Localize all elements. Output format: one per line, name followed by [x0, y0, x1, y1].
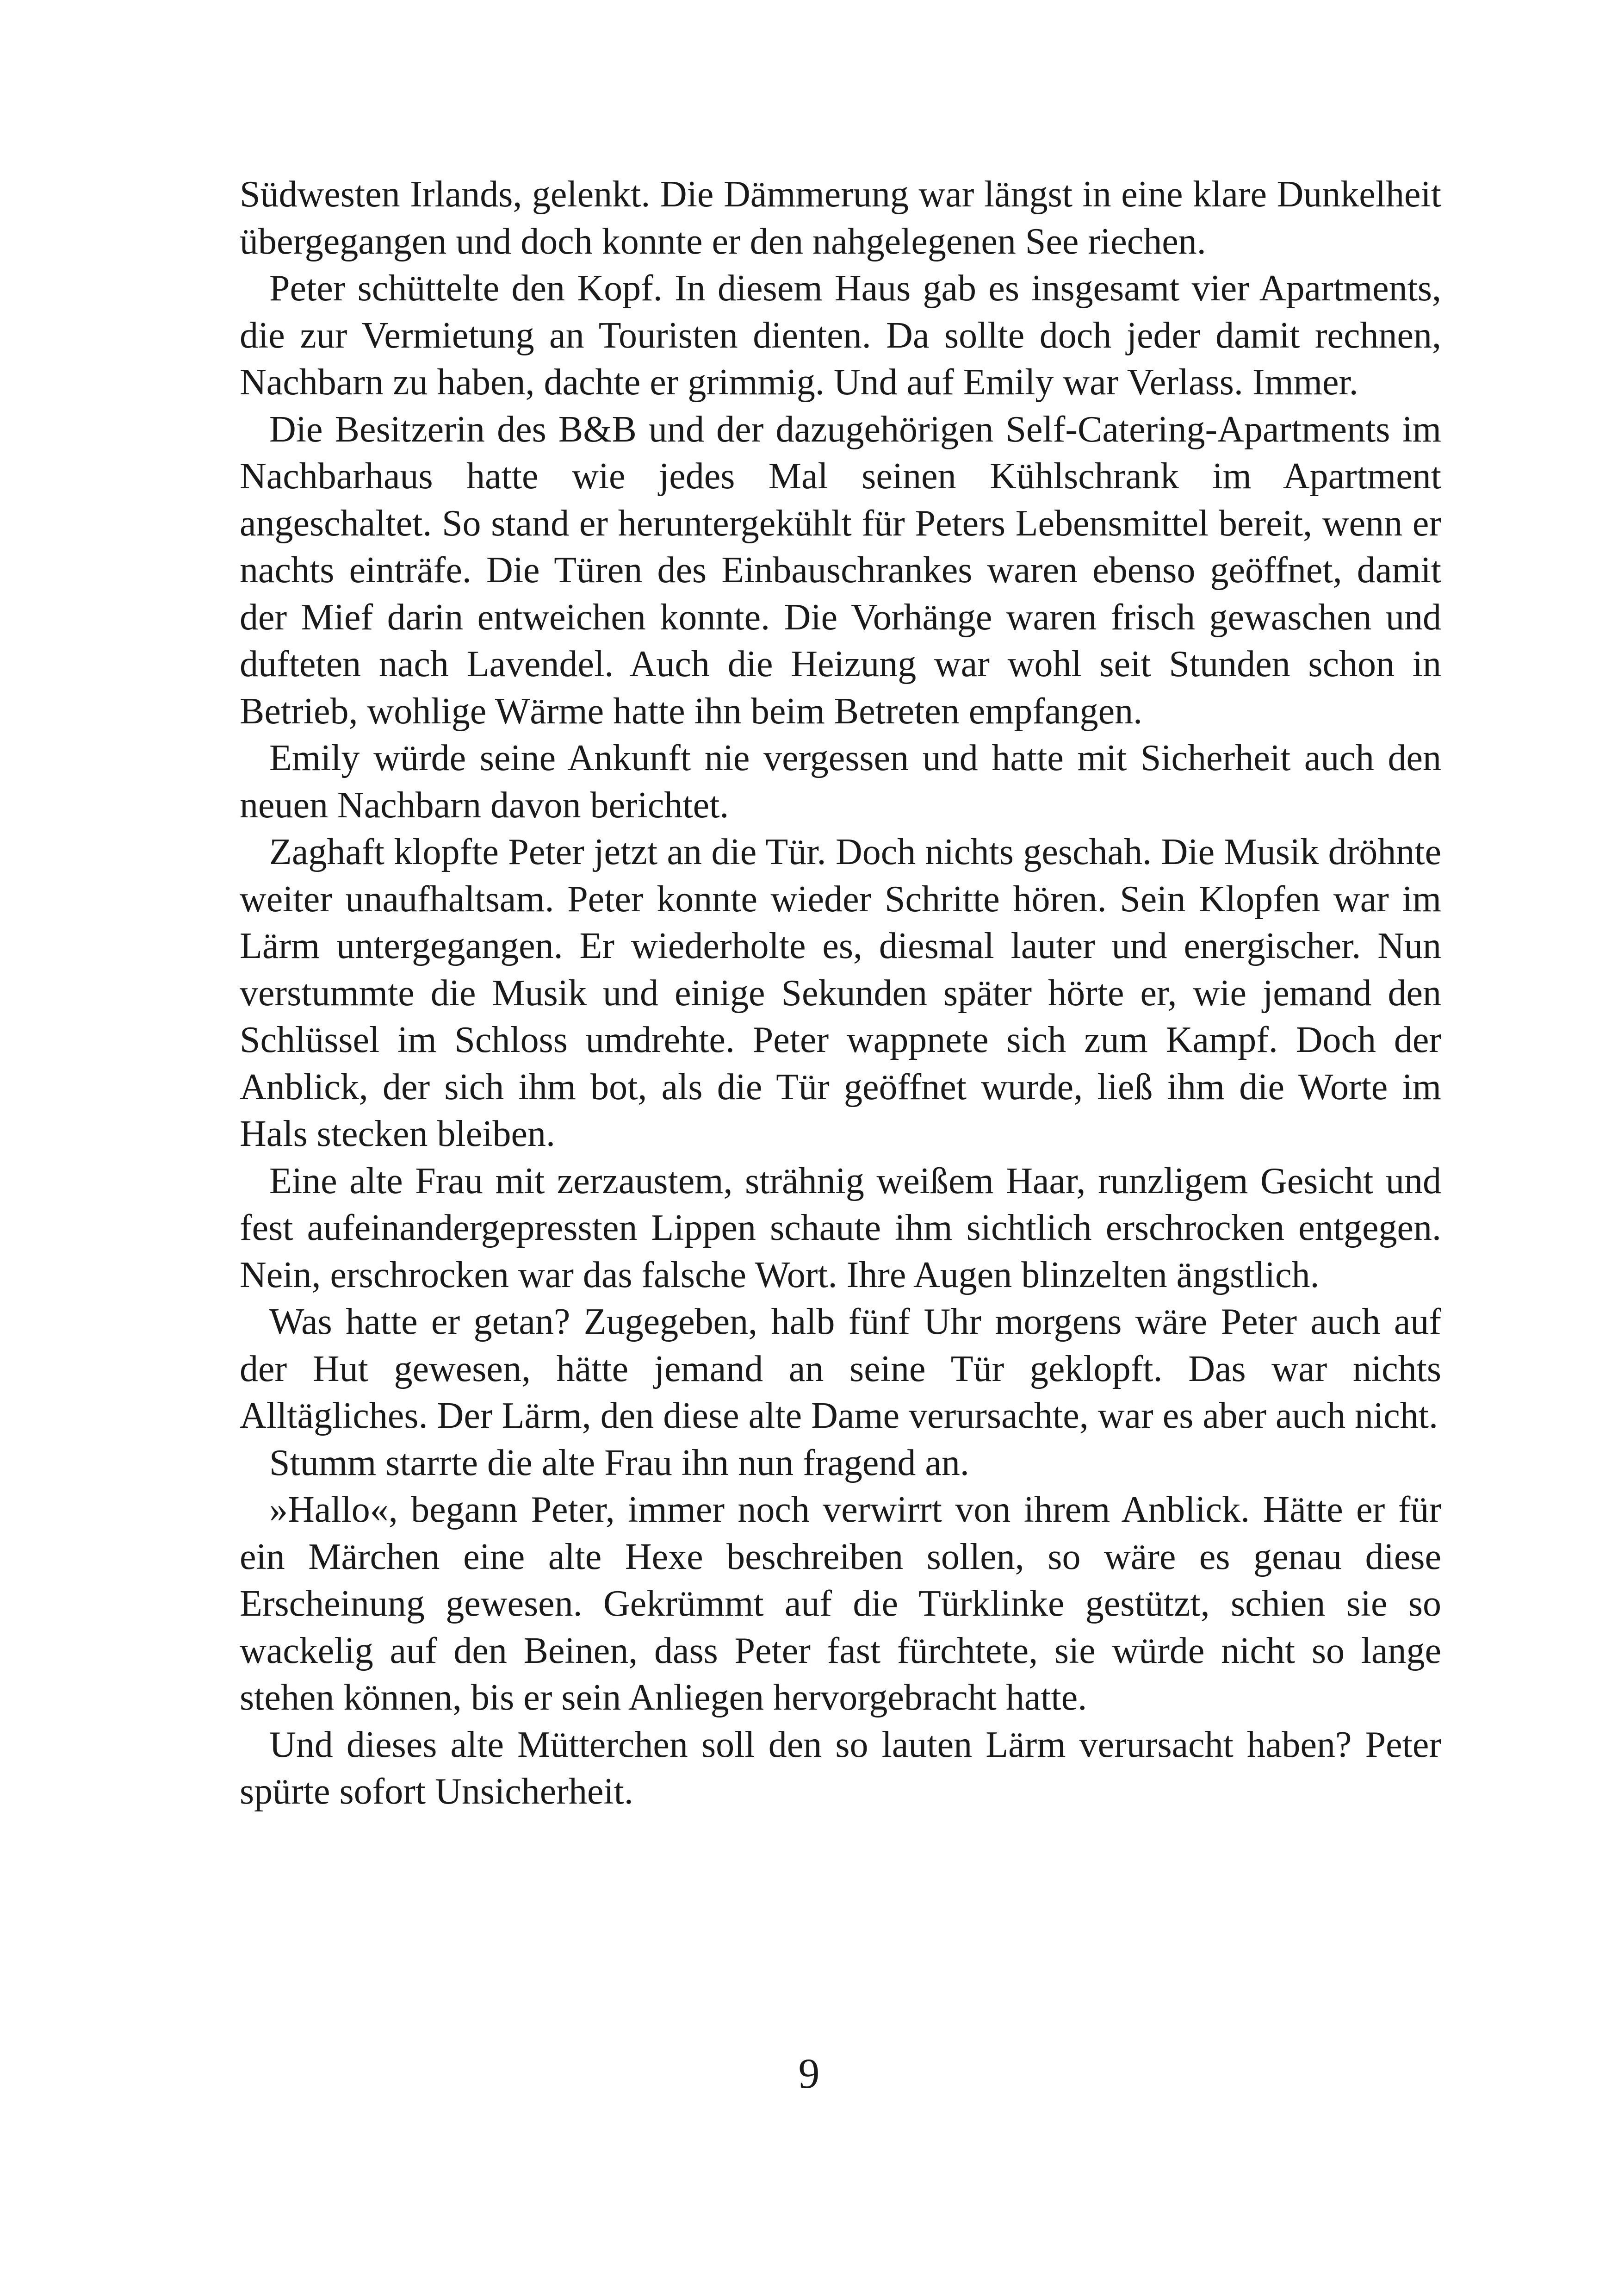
paragraph-1: Südwesten Irlands, gelenkt. Die Dämmerung war längst in eine klare Dunkelheit übergegangen und doch konnte er den nahgelegenen See riechen. — [240, 174, 1441, 262]
paragraph-8: Stumm starrte die alte Frau ihn nun fragend an. — [269, 1442, 969, 1483]
paragraph-7: Was hatte er getan? Zugegeben, halb fünf Uhr morgens wäre Peter auch auf der Hut gewesen, hätte jemand an seine Tür geklopft. Das war nichts Alltägliches. Der Lärm, den diese alte Dame verursachte, war es aber auch nicht. — [240, 1301, 1441, 1436]
page-number: 9 — [798, 2050, 820, 2097]
paragraph-2: Peter schüttelte den Kopf. In diesem Haus gab es insgesamt vier Apartments, die zur Vermietung an Touristen dienten. Da sollte doch jeder damit rechnen, Nachbarn zu haben, dachte er grimmig. Und auf Emily war Verlass. Immer. — [240, 268, 1441, 403]
paragraph-3: Die Besitzerin des B&B und der dazugehörigen Self-Catering-Apartments im Nachbarhaus hatte wie jedes Mal seinen Kühlschrank im Apartment angeschaltet. So stand er heruntergekühlt für Peters Lebensmittel bereit, wenn er nachts einträfe. Die Türen des Einbauschrankes waren ebenso geöffnet, damit der Mief darin entweichen konnte. Die Vorhänge waren frisch gewaschen und dufteten nach Lavendel. Auch die Heizung war wohl seit Stunden schon in Betrieb, wohlige Wärme hatte ihn beim Betreten empfangen. — [240, 409, 1441, 732]
paragraph-9: »Hallo«, begann Peter, immer noch verwirrt von ihrem Anblick. Hätte er für ein Märchen eine alte Hexe beschreiben sollen, so wäre es genau diese Erscheinung gewesen. Gekrümmt auf die Türklinke gestützt, schien sie so wackelig auf den Beinen, dass Peter fast fürchtete, sie würde nicht so lange stehen können, bis er sein Anliegen hervorgebracht hatte. — [240, 1489, 1441, 1718]
paragraph-4: Emily würde seine Ankunft nie vergessen und hatte mit Sicherheit auch den neuen Nachbarn davon berichtet. — [240, 738, 1441, 826]
paragraph-6: Eine alte Frau mit zerzaustem, strähnig weißem Haar, runzligem Gesicht und fest aufeinandergepressten Lippen schaute ihm sichtlich erschrocken entgegen. Nein, erschrocken war das falsche Wort. Ihre Augen blinzelten ängstlich. — [240, 1160, 1441, 1295]
paragraph-10: Und dieses alte Mütterchen soll den so lauten Lärm verursacht haben? Peter spürte sofort Unsicherheit. — [240, 1724, 1441, 1812]
paragraph-5: Zaghaft klopfte Peter jetzt an die Tür. Doch nichts geschah. Die Musik dröhnte weiter unaufhaltsam. Peter konnte wieder Schritte hören. Sein Klopfen war im Lärm untergegangen. Er wiederholte es, diesmal lauter und energischer. Nun verstummte die Musik und einige Sekunden später hörte er, wie jemand den Schlüssel im Schloss umdrehte. Peter wappnete sich zum Kampf. Doch der Anblick, der sich ihm bot, als die Tür geöffnet wurde, ließ ihm die Worte im Hals stecken bleiben. — [240, 832, 1441, 1154]
body-text — [240, 171, 1441, 1816]
